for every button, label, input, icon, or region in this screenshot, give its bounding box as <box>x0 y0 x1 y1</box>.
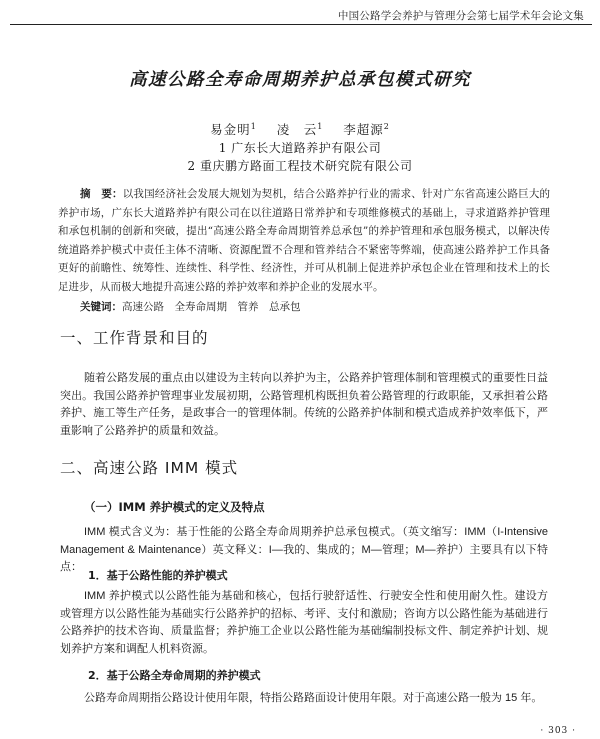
keywords <box>80 299 550 315</box>
author-affil-mark: 2 <box>383 121 390 131</box>
point-1-paragraph: IMM 养护模式以公路性能为基础和核心，包括行驶舒适性、行驶安全性和使用耐久性。建设方或管理方以公路性能为基础实行公路养护的招标、考评、支付和激励；咨询方以公路性能为基础进行公路养护的技术咨询、质量监督；养护施工企业以公路性能为基础编制投标文件、制定养护计划、规划养护方案和调配人机料资源。 <box>60 590 548 655</box>
author-name: 李超源 <box>343 122 384 137</box>
section-heading-1: 一、工作背景和目的 <box>60 329 209 347</box>
page-number: · 303 · <box>540 726 576 736</box>
abstract <box>58 185 550 297</box>
author-name: 凌 云 <box>276 122 318 137</box>
keywords-label: 关键词： <box>80 301 122 313</box>
point-2-paragraph: 公路寿命周期指公路设计使用年限，特指公路路面设计使用年限。对于高速公路一般为 15 年。 <box>84 692 543 704</box>
keywords-text: 高速公路 全寿命周期 管养 总承包 <box>122 301 301 313</box>
abstract-text: 以我国经济社会发展大规划为契机，结合公路养护行业的需求、针对广东省高速公路巨大的养护市场，广东长大道路养护有限公司在以往道路日常养护和专项维修模式的基础上，寻求道路养护管理和承包机制的创新和突破，提出“高速公路全寿命周期管养总承包”的养护管理和承包服务模式，以解决传统道路养护模式中责任主体不清晰、资源配置不合理和管养结合不紧密等弊端，使高速公路养护工作具备更好的前瞻性、统筹性、连续性、科学性、经济性，并可从机制上促进养护承包企业在管理和技术上的长足进步，从而极大地提升高速公路的养护效率和养护企业的发展水平。 <box>58 188 551 293</box>
section-2-paragraph: IMM 模式含义为：基于性能的公路全寿命周期养护总承包模式。（英文缩写：IMM（I-Intensive Management & Maintenance）英文释义：I—我的、集成的；M—管理；M—养护）主要具有以下特点： <box>60 526 548 573</box>
author-name: 易金明 <box>210 122 251 137</box>
author-line <box>0 120 600 138</box>
point-heading-1: 1．基于公路性能的养护模式 <box>88 569 228 582</box>
running-header-text: 中国公路学会养护与管理分会第七届学术年会论文集 <box>337 10 584 22</box>
subsection-heading: （一）IMM 养护模式的定义及特点 <box>84 500 265 514</box>
running-header <box>0 8 600 24</box>
affiliation-1: 1 广东长大道路养护有限公司 <box>218 141 382 155</box>
author-affil-mark: 1 <box>317 121 324 131</box>
affiliation-2: 2 重庆鹏方路面工程技术研究院有限公司 <box>187 159 413 173</box>
section-heading-2: 二、高速公路 IMM 模式 <box>60 459 239 477</box>
abstract-label: 摘 要： <box>80 188 123 200</box>
point-heading-2: 2．基于公路全寿命周期的养护模式 <box>88 669 261 682</box>
header-rule <box>10 24 592 25</box>
author-affil-mark: 1 <box>250 121 257 131</box>
section-1-paragraph: 随着公路发展的重点由以建设为主转向以养护为主，公路养护管理体制和管理模式的重要性日益突出。我国公路养护管理事业发展初期，公路管理机构既担负着公路管理的行政职能，又承担着公路养护、施工等生产任务，是政事合一的管理体制。传统的公路养护体制和模式造成养护效率低下，严重影响了公路养护的质量和效益。 <box>60 372 548 437</box>
paper-title: 高速公路全寿命周期养护总承包模式研究 <box>129 70 471 90</box>
